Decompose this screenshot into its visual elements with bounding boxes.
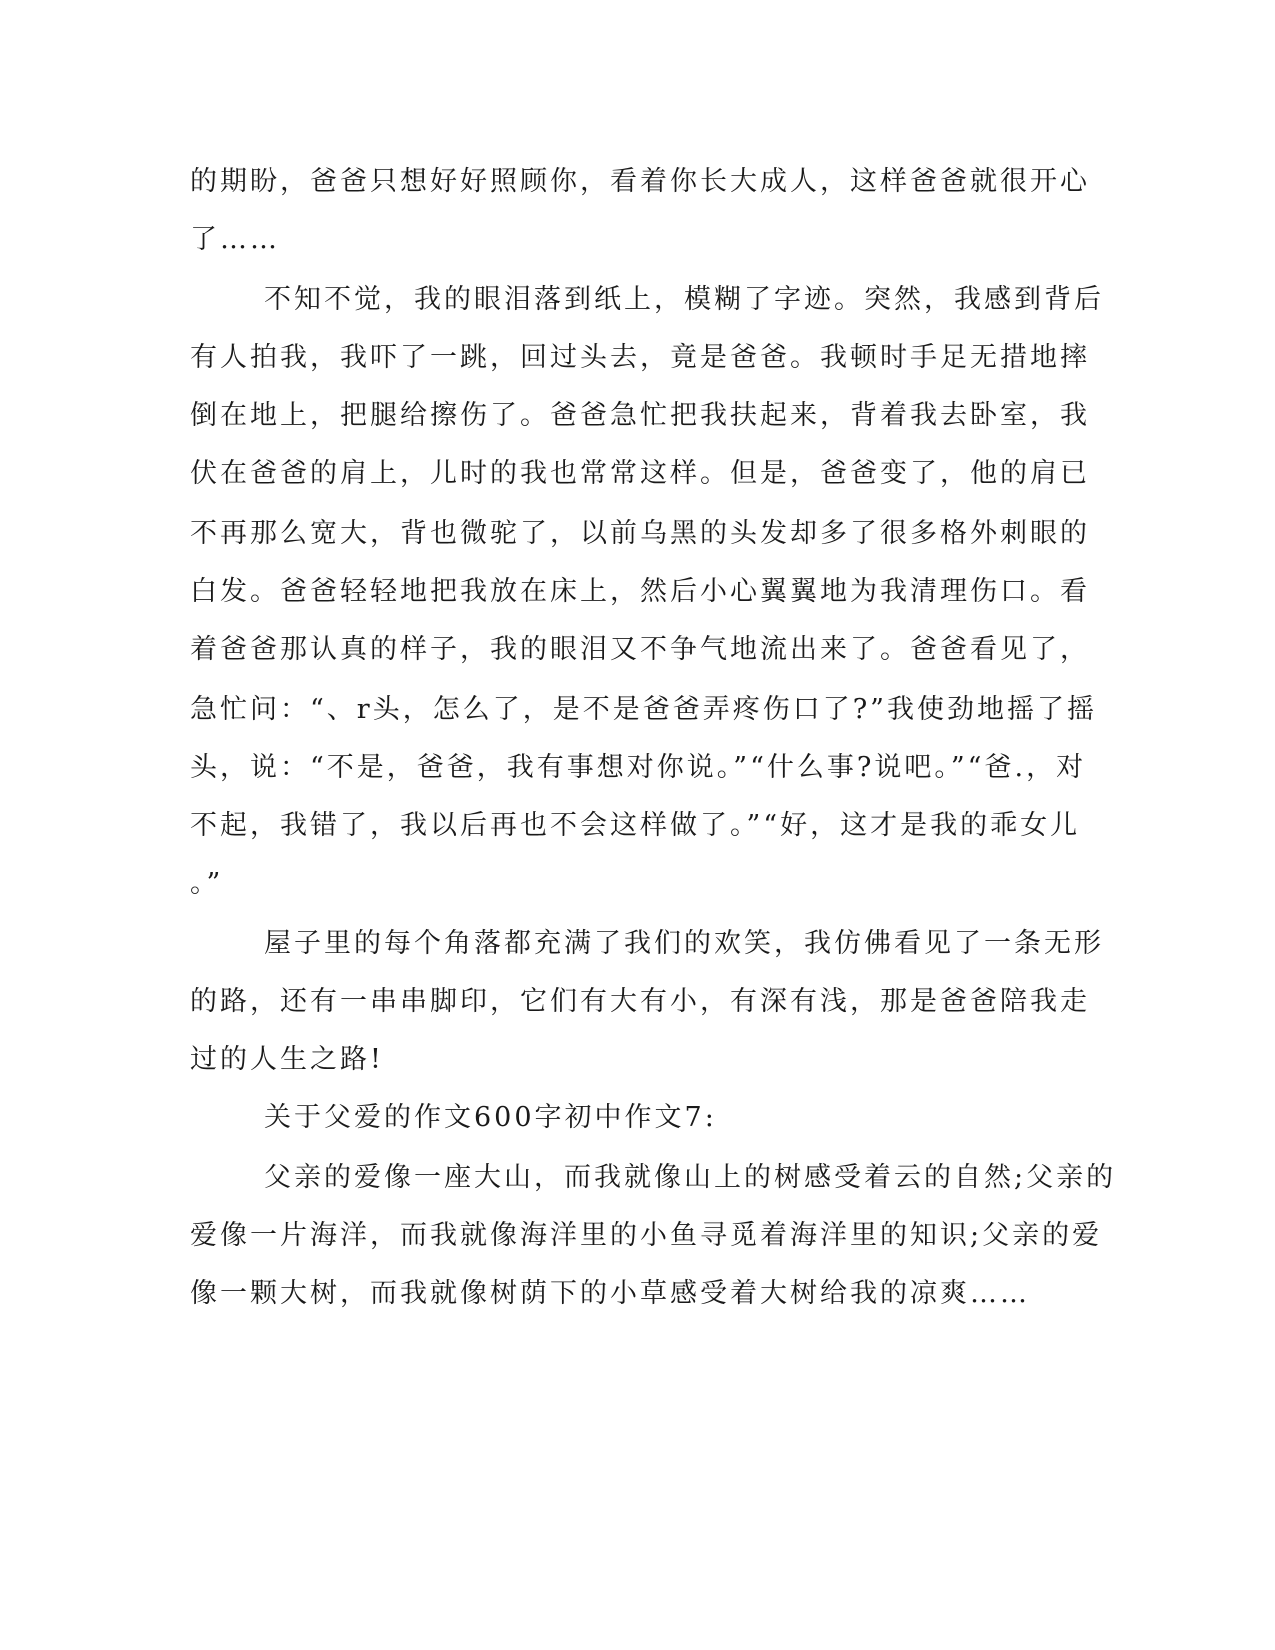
paragraph-start: 父亲的爱像一座大山，而我就像山上的树感受着云的自然;父亲的 <box>264 1162 1117 1193</box>
text-line: 不再那么宽大，背也微驼了，以前乌黑的头发却多了很多格外刺眼的 <box>190 518 1090 549</box>
text-line: 不起，我错了，我以后再也不会这样做了。”“好，这才是我的乖女儿 <box>190 810 1081 841</box>
text-line: 白发。爸爸轻轻地把我放在床上，然后小心翼翼地为我清理伤口。看 <box>190 576 1090 607</box>
text-line: 着爸爸那认真的样子，我的眼泪又不争气地流出来了。爸爸看见了， <box>190 634 1090 665</box>
text-line: 急忙问：“、r头，怎么了，是不是爸爸弄疼伤口了?”我使劲地摇了摇 <box>190 694 1097 725</box>
text-line: 的期盼，爸爸只想好好照顾你，看着你长大成人，这样爸爸就很开心 <box>190 166 1090 197</box>
text-line: 有人拍我，我吓了一跳，回过头去，竟是爸爸。我顿时手足无措地摔 <box>190 342 1090 373</box>
text-line: 了…… <box>190 224 280 255</box>
text-line: 的路，还有一串串脚印，它们有大有小，有深有浅，那是爸爸陪我走 <box>190 986 1090 1017</box>
paragraph-start: 屋子里的每个角落都充满了我们的欢笑，我仿佛看见了一条无形 <box>264 928 1104 959</box>
text-line: 伏在爸爸的肩上，儿时的我也常常这样。但是，爸爸变了，他的肩已 <box>190 458 1090 489</box>
paragraph-start: 不知不觉，我的眼泪落到纸上，模糊了字迹。突然，我感到背后 <box>264 284 1104 315</box>
text-line: 。” <box>190 868 224 899</box>
text-line: 像一颗大树，而我就像树荫下的小草感受着大树给我的凉爽…… <box>190 1278 1030 1309</box>
text-line: 倒在地上，把腿给擦伤了。爸爸急忙把我扶起来，背着我去卧室，我 <box>190 400 1090 431</box>
text-line: 头，说：“不是，爸爸，我有事想对你说。”“什么事?说吧。”“爸.，对 <box>190 752 1087 783</box>
text-line: 爱像一片海洋，而我就像海洋里的小鱼寻觅着海洋里的知识;父亲的爱 <box>190 1220 1103 1251</box>
section-heading: 关于父爱的作文600字初中作文7: <box>264 1102 717 1133</box>
text-line: 过的人生之路! <box>190 1044 384 1075</box>
